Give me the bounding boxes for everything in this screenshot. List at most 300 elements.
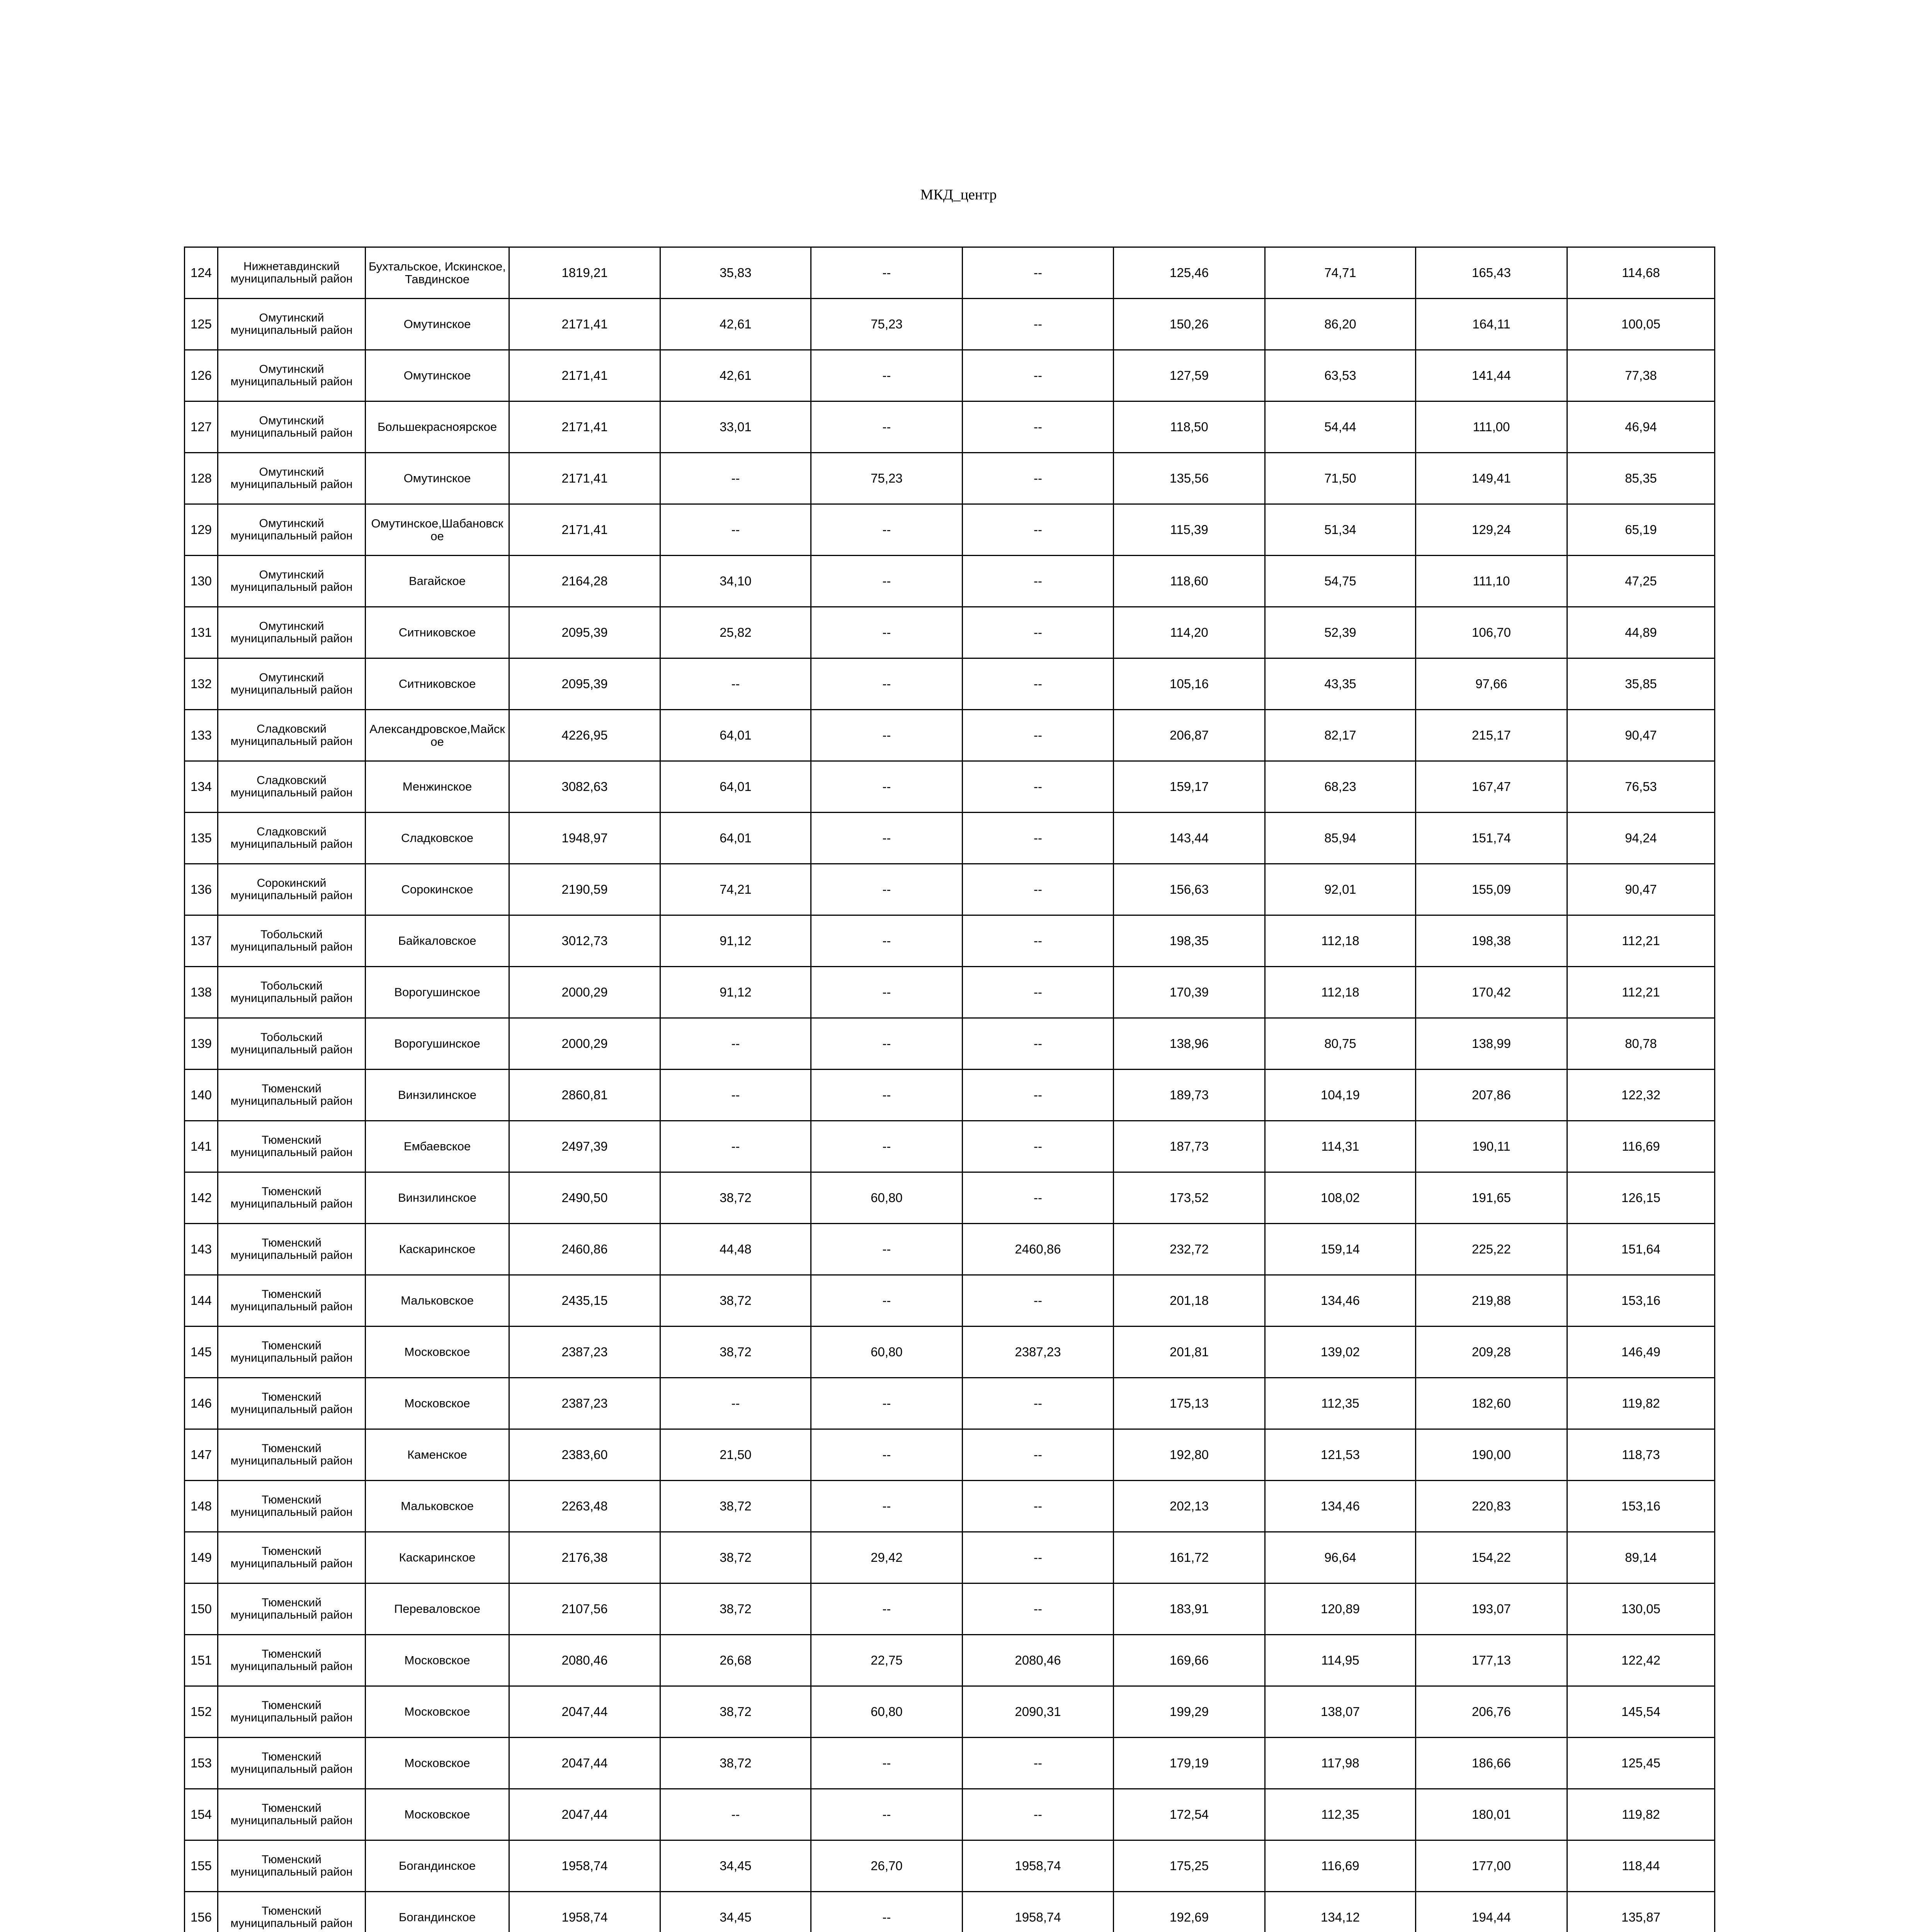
value-cell-4: -- xyxy=(963,1429,1114,1481)
value-cell-3: -- xyxy=(811,504,963,556)
district-cell: Тюменский муниципальный район xyxy=(218,1378,366,1429)
value-cell-7: 206,76 xyxy=(1416,1686,1567,1738)
value-cell-3: 75,23 xyxy=(811,453,963,504)
value-cell-5: 198,35 xyxy=(1114,915,1265,967)
value-cell-6: 114,31 xyxy=(1265,1121,1416,1172)
table-row xyxy=(185,761,1715,813)
value-cell-1: 2490,50 xyxy=(509,1172,660,1224)
value-cell-3: -- xyxy=(811,1481,963,1532)
value-cell-6: 120,89 xyxy=(1265,1583,1416,1635)
district-cell: Тюменский муниципальный район xyxy=(218,1070,366,1121)
value-cell-5: 187,73 xyxy=(1114,1121,1265,1172)
value-cell-6: 116,69 xyxy=(1265,1840,1416,1892)
value-cell-7: 141,44 xyxy=(1416,350,1567,401)
table-row xyxy=(185,1583,1715,1635)
value-cell-2: -- xyxy=(660,1378,811,1429)
value-cell-8: 90,47 xyxy=(1567,710,1715,761)
value-cell-4: 2460,86 xyxy=(963,1224,1114,1275)
page-header-title: МКД_центр xyxy=(920,187,997,203)
settlement-cell: Ворогушинское xyxy=(366,967,509,1018)
value-cell-8: 116,69 xyxy=(1567,1121,1715,1172)
value-cell-8: 89,14 xyxy=(1567,1532,1715,1583)
value-cell-2: -- xyxy=(660,1789,811,1840)
value-cell-6: 63,53 xyxy=(1265,350,1416,401)
value-cell-5: 201,81 xyxy=(1114,1327,1265,1378)
value-cell-6: 134,46 xyxy=(1265,1481,1416,1532)
value-cell-2: -- xyxy=(660,453,811,504)
value-cell-3: -- xyxy=(811,967,963,1018)
value-cell-1: 2387,23 xyxy=(509,1327,660,1378)
value-cell-8: 151,64 xyxy=(1567,1224,1715,1275)
value-cell-6: 54,44 xyxy=(1265,401,1416,453)
table-row xyxy=(185,1070,1715,1121)
value-cell-5: 206,87 xyxy=(1114,710,1265,761)
value-cell-6: 51,34 xyxy=(1265,504,1416,556)
value-cell-5: 170,39 xyxy=(1114,967,1265,1018)
table-row xyxy=(185,1840,1715,1892)
value-cell-4: 2090,31 xyxy=(963,1686,1114,1738)
value-cell-2: 44,48 xyxy=(660,1224,811,1275)
row-number-cell: 139 xyxy=(185,1018,218,1070)
value-cell-3: -- xyxy=(811,1789,963,1840)
value-cell-1: 1819,21 xyxy=(509,247,660,299)
value-cell-7: 97,66 xyxy=(1416,658,1567,710)
value-cell-7: 151,74 xyxy=(1416,813,1567,864)
value-cell-6: 112,35 xyxy=(1265,1378,1416,1429)
value-cell-1: 2080,46 xyxy=(509,1635,660,1686)
value-cell-7: 209,28 xyxy=(1416,1327,1567,1378)
district-cell: Тюменский муниципальный район xyxy=(218,1635,366,1686)
value-cell-3: -- xyxy=(811,1738,963,1789)
row-number-cell: 127 xyxy=(185,401,218,453)
settlement-cell: Сладковское xyxy=(366,813,509,864)
value-cell-7: 180,01 xyxy=(1416,1789,1567,1840)
value-cell-8: 118,44 xyxy=(1567,1840,1715,1892)
table-row xyxy=(185,1121,1715,1172)
value-cell-1: 2190,59 xyxy=(509,864,660,915)
value-cell-2: 38,72 xyxy=(660,1481,811,1532)
value-cell-5: 202,13 xyxy=(1114,1481,1265,1532)
value-cell-1: 2176,38 xyxy=(509,1532,660,1583)
value-cell-3: 75,23 xyxy=(811,299,963,350)
value-cell-4: 1958,74 xyxy=(963,1840,1114,1892)
value-cell-2: -- xyxy=(660,504,811,556)
value-cell-8: 135,87 xyxy=(1567,1892,1715,1932)
value-cell-5: 118,60 xyxy=(1114,556,1265,607)
value-cell-1: 2387,23 xyxy=(509,1378,660,1429)
table-row xyxy=(185,915,1715,967)
value-cell-4: -- xyxy=(963,1172,1114,1224)
value-cell-8: 118,73 xyxy=(1567,1429,1715,1481)
value-cell-1: 2164,28 xyxy=(509,556,660,607)
district-cell: Тюменский муниципальный район xyxy=(218,1738,366,1789)
settlement-cell: Московское xyxy=(366,1327,509,1378)
value-cell-8: 130,05 xyxy=(1567,1583,1715,1635)
value-cell-6: 96,64 xyxy=(1265,1532,1416,1583)
table-row xyxy=(185,453,1715,504)
district-cell: Тюменский муниципальный район xyxy=(218,1686,366,1738)
value-cell-2: 38,72 xyxy=(660,1686,811,1738)
value-cell-2: 26,68 xyxy=(660,1635,811,1686)
value-cell-7: 154,22 xyxy=(1416,1532,1567,1583)
value-cell-4: 1958,74 xyxy=(963,1892,1114,1932)
value-cell-4: -- xyxy=(963,915,1114,967)
value-cell-4: -- xyxy=(963,658,1114,710)
value-cell-5: 125,46 xyxy=(1114,247,1265,299)
value-cell-5: 172,54 xyxy=(1114,1789,1265,1840)
value-cell-4: -- xyxy=(963,247,1114,299)
value-cell-8: 125,45 xyxy=(1567,1738,1715,1789)
row-number-cell: 129 xyxy=(185,504,218,556)
value-cell-7: 193,07 xyxy=(1416,1583,1567,1635)
row-number-cell: 154 xyxy=(185,1789,218,1840)
settlement-cell: Менжинское xyxy=(366,761,509,813)
value-cell-5: 114,20 xyxy=(1114,607,1265,658)
value-cell-8: 85,35 xyxy=(1567,453,1715,504)
district-cell: Тобольский муниципальный район xyxy=(218,915,366,967)
settlement-cell: Бухтальское, Искинское, Тавдинское xyxy=(366,247,509,299)
value-cell-2: 74,21 xyxy=(660,864,811,915)
settlement-cell: Мальковское xyxy=(366,1481,509,1532)
value-cell-5: 232,72 xyxy=(1114,1224,1265,1275)
value-cell-2: 25,82 xyxy=(660,607,811,658)
value-cell-1: 2171,41 xyxy=(509,453,660,504)
value-cell-2: 42,61 xyxy=(660,299,811,350)
value-cell-4: -- xyxy=(963,556,1114,607)
value-cell-7: 186,66 xyxy=(1416,1738,1567,1789)
district-cell: Сорокинский муниципальный район xyxy=(218,864,366,915)
district-cell: Тюменский муниципальный район xyxy=(218,1892,366,1932)
value-cell-2: 91,12 xyxy=(660,967,811,1018)
row-number-cell: 150 xyxy=(185,1583,218,1635)
district-cell: Тобольский муниципальный район xyxy=(218,1018,366,1070)
value-cell-3: -- xyxy=(811,710,963,761)
value-cell-8: 146,49 xyxy=(1567,1327,1715,1378)
value-cell-6: 74,71 xyxy=(1265,247,1416,299)
value-cell-3: -- xyxy=(811,401,963,453)
value-cell-6: 80,75 xyxy=(1265,1018,1416,1070)
value-cell-8: 119,82 xyxy=(1567,1378,1715,1429)
value-cell-3: -- xyxy=(811,1070,963,1121)
value-cell-7: 177,00 xyxy=(1416,1840,1567,1892)
settlement-cell: Каскаринское xyxy=(366,1224,509,1275)
value-cell-7: 190,11 xyxy=(1416,1121,1567,1172)
value-cell-4: -- xyxy=(963,1378,1114,1429)
value-cell-4: -- xyxy=(963,607,1114,658)
settlement-cell: Омутинское xyxy=(366,453,509,504)
value-cell-8: 153,16 xyxy=(1567,1275,1715,1327)
value-cell-8: 90,47 xyxy=(1567,864,1715,915)
settlement-cell: Московское xyxy=(366,1686,509,1738)
value-cell-5: 189,73 xyxy=(1114,1070,1265,1121)
value-cell-8: 119,82 xyxy=(1567,1789,1715,1840)
value-cell-3: -- xyxy=(811,1378,963,1429)
value-cell-6: 54,75 xyxy=(1265,556,1416,607)
value-cell-1: 2497,39 xyxy=(509,1121,660,1172)
settlement-cell: Московское xyxy=(366,1635,509,1686)
value-cell-3: 22,75 xyxy=(811,1635,963,1686)
value-cell-7: 219,88 xyxy=(1416,1275,1567,1327)
data-table xyxy=(184,247,1715,1932)
value-cell-7: 225,22 xyxy=(1416,1224,1567,1275)
table-row xyxy=(185,401,1715,453)
table-row xyxy=(185,1738,1715,1789)
value-cell-1: 2047,44 xyxy=(509,1738,660,1789)
value-cell-4: -- xyxy=(963,1070,1114,1121)
value-cell-4: -- xyxy=(963,967,1114,1018)
value-cell-1: 2263,48 xyxy=(509,1481,660,1532)
value-cell-8: 46,94 xyxy=(1567,401,1715,453)
value-cell-2: -- xyxy=(660,1018,811,1070)
value-cell-1: 2860,81 xyxy=(509,1070,660,1121)
value-cell-1: 2171,41 xyxy=(509,401,660,453)
row-number-cell: 146 xyxy=(185,1378,218,1429)
value-cell-1: 2047,44 xyxy=(509,1789,660,1840)
row-number-cell: 125 xyxy=(185,299,218,350)
value-cell-7: 215,17 xyxy=(1416,710,1567,761)
row-number-cell: 124 xyxy=(185,247,218,299)
value-cell-3: -- xyxy=(811,556,963,607)
district-cell: Тюменский муниципальный район xyxy=(218,1583,366,1635)
value-cell-3: -- xyxy=(811,1275,963,1327)
value-cell-7: 198,38 xyxy=(1416,915,1567,967)
value-cell-5: 173,52 xyxy=(1114,1172,1265,1224)
value-cell-4: -- xyxy=(963,813,1114,864)
table-row xyxy=(185,607,1715,658)
district-cell: Нижнетавдинский муниципальный район xyxy=(218,247,366,299)
row-number-cell: 148 xyxy=(185,1481,218,1532)
value-cell-5: 175,25 xyxy=(1114,1840,1265,1892)
value-cell-6: 121,53 xyxy=(1265,1429,1416,1481)
row-number-cell: 149 xyxy=(185,1532,218,1583)
value-cell-7: 207,86 xyxy=(1416,1070,1567,1121)
row-number-cell: 151 xyxy=(185,1635,218,1686)
value-cell-4: -- xyxy=(963,453,1114,504)
value-cell-5: 175,13 xyxy=(1114,1378,1265,1429)
settlement-cell: Винзилинское xyxy=(366,1172,509,1224)
value-cell-8: 35,85 xyxy=(1567,658,1715,710)
table-row xyxy=(185,504,1715,556)
district-cell: Сладковский муниципальный район xyxy=(218,761,366,813)
value-cell-8: 47,25 xyxy=(1567,556,1715,607)
value-cell-7: 111,00 xyxy=(1416,401,1567,453)
settlement-cell: Переваловское xyxy=(366,1583,509,1635)
value-cell-5: 161,72 xyxy=(1114,1532,1265,1583)
value-cell-2: 34,45 xyxy=(660,1892,811,1932)
value-cell-1: 3012,73 xyxy=(509,915,660,967)
value-cell-5: 201,18 xyxy=(1114,1275,1265,1327)
table-row xyxy=(185,1327,1715,1378)
value-cell-6: 138,07 xyxy=(1265,1686,1416,1738)
value-cell-3: 60,80 xyxy=(811,1172,963,1224)
settlement-cell: Московское xyxy=(366,1738,509,1789)
value-cell-5: 118,50 xyxy=(1114,401,1265,453)
value-cell-1: 2095,39 xyxy=(509,607,660,658)
table-row xyxy=(185,864,1715,915)
value-cell-5: 199,29 xyxy=(1114,1686,1265,1738)
district-cell: Омутинский муниципальный район xyxy=(218,350,366,401)
value-cell-7: 111,10 xyxy=(1416,556,1567,607)
settlement-cell: Ембаевское xyxy=(366,1121,509,1172)
value-cell-3: -- xyxy=(811,607,963,658)
value-cell-6: 52,39 xyxy=(1265,607,1416,658)
value-cell-7: 167,47 xyxy=(1416,761,1567,813)
settlement-cell: Каменское xyxy=(366,1429,509,1481)
table-row xyxy=(185,1429,1715,1481)
value-cell-2: 34,10 xyxy=(660,556,811,607)
value-cell-3: -- xyxy=(811,915,963,967)
value-cell-1: 1948,97 xyxy=(509,813,660,864)
value-cell-8: 65,19 xyxy=(1567,504,1715,556)
value-cell-5: 183,91 xyxy=(1114,1583,1265,1635)
value-cell-5: 179,19 xyxy=(1114,1738,1265,1789)
value-cell-3: -- xyxy=(811,1121,963,1172)
row-number-cell: 130 xyxy=(185,556,218,607)
value-cell-4: -- xyxy=(963,1583,1114,1635)
value-cell-4: 2387,23 xyxy=(963,1327,1114,1378)
value-cell-4: -- xyxy=(963,1789,1114,1840)
value-cell-6: 86,20 xyxy=(1265,299,1416,350)
value-cell-6: 82,17 xyxy=(1265,710,1416,761)
value-cell-7: 165,43 xyxy=(1416,247,1567,299)
value-cell-6: 92,01 xyxy=(1265,864,1416,915)
value-cell-6: 139,02 xyxy=(1265,1327,1416,1378)
table-row xyxy=(185,1172,1715,1224)
table-row xyxy=(185,1378,1715,1429)
value-cell-1: 2000,29 xyxy=(509,1018,660,1070)
value-cell-2: 42,61 xyxy=(660,350,811,401)
value-cell-8: 112,21 xyxy=(1567,967,1715,1018)
value-cell-2: 33,01 xyxy=(660,401,811,453)
row-number-cell: 141 xyxy=(185,1121,218,1172)
value-cell-5: 156,63 xyxy=(1114,864,1265,915)
value-cell-4: -- xyxy=(963,299,1114,350)
value-cell-8: 100,05 xyxy=(1567,299,1715,350)
table-row xyxy=(185,247,1715,299)
value-cell-6: 68,23 xyxy=(1265,761,1416,813)
row-number-cell: 155 xyxy=(185,1840,218,1892)
table-row xyxy=(185,1224,1715,1275)
value-cell-6: 159,14 xyxy=(1265,1224,1416,1275)
value-cell-6: 117,98 xyxy=(1265,1738,1416,1789)
value-cell-3: -- xyxy=(811,864,963,915)
value-cell-7: 155,09 xyxy=(1416,864,1567,915)
value-cell-7: 129,24 xyxy=(1416,504,1567,556)
value-cell-1: 2171,41 xyxy=(509,350,660,401)
row-number-cell: 147 xyxy=(185,1429,218,1481)
table-row xyxy=(185,658,1715,710)
district-cell: Тюменский муниципальный район xyxy=(218,1327,366,1378)
value-cell-6: 112,18 xyxy=(1265,915,1416,967)
value-cell-2: 38,72 xyxy=(660,1583,811,1635)
district-cell: Сладковский муниципальный район xyxy=(218,710,366,761)
value-cell-6: 43,35 xyxy=(1265,658,1416,710)
value-cell-4: -- xyxy=(963,1018,1114,1070)
value-cell-6: 104,19 xyxy=(1265,1070,1416,1121)
value-cell-2: 38,72 xyxy=(660,1275,811,1327)
table-row xyxy=(185,299,1715,350)
value-cell-8: 122,32 xyxy=(1567,1070,1715,1121)
value-cell-1: 2435,15 xyxy=(509,1275,660,1327)
row-number-cell: 133 xyxy=(185,710,218,761)
district-cell: Тюменский муниципальный район xyxy=(218,1121,366,1172)
settlement-cell: Ворогушинское xyxy=(366,1018,509,1070)
district-cell: Тюменский муниципальный район xyxy=(218,1275,366,1327)
table-row xyxy=(185,1275,1715,1327)
district-cell: Омутинский муниципальный район xyxy=(218,504,366,556)
value-cell-7: 220,83 xyxy=(1416,1481,1567,1532)
table-row xyxy=(185,1686,1715,1738)
settlement-cell: Александровское,Майское xyxy=(366,710,509,761)
value-cell-1: 2171,41 xyxy=(509,299,660,350)
district-cell: Омутинский муниципальный район xyxy=(218,607,366,658)
row-number-cell: 145 xyxy=(185,1327,218,1378)
value-cell-1: 3082,63 xyxy=(509,761,660,813)
value-cell-2: 38,72 xyxy=(660,1172,811,1224)
value-cell-1: 2047,44 xyxy=(509,1686,660,1738)
value-cell-6: 85,94 xyxy=(1265,813,1416,864)
value-cell-7: 190,00 xyxy=(1416,1429,1567,1481)
row-number-cell: 143 xyxy=(185,1224,218,1275)
value-cell-5: 105,16 xyxy=(1114,658,1265,710)
table-row xyxy=(185,1635,1715,1686)
table-row xyxy=(185,813,1715,864)
value-cell-3: 60,80 xyxy=(811,1686,963,1738)
district-cell: Тюменский муниципальный район xyxy=(218,1840,366,1892)
value-cell-5: 127,59 xyxy=(1114,350,1265,401)
value-cell-7: 177,13 xyxy=(1416,1635,1567,1686)
row-number-cell: 144 xyxy=(185,1275,218,1327)
value-cell-4: -- xyxy=(963,1532,1114,1583)
row-number-cell: 126 xyxy=(185,350,218,401)
settlement-cell: Большекрасноярское xyxy=(366,401,509,453)
value-cell-2: -- xyxy=(660,1121,811,1172)
settlement-cell: Мальковское xyxy=(366,1275,509,1327)
value-cell-3: -- xyxy=(811,247,963,299)
settlement-cell: Каскаринское xyxy=(366,1532,509,1583)
settlement-cell: Байкаловское xyxy=(366,915,509,967)
value-cell-3: -- xyxy=(811,813,963,864)
value-cell-3: -- xyxy=(811,1018,963,1070)
value-cell-8: 126,15 xyxy=(1567,1172,1715,1224)
row-number-cell: 142 xyxy=(185,1172,218,1224)
value-cell-8: 44,89 xyxy=(1567,607,1715,658)
settlement-cell: Винзилинское xyxy=(366,1070,509,1121)
district-cell: Тюменский муниципальный район xyxy=(218,1172,366,1224)
table-row xyxy=(185,710,1715,761)
settlement-cell: Омутинское xyxy=(366,299,509,350)
settlement-cell: Ситниковское xyxy=(366,607,509,658)
value-cell-3: 29,42 xyxy=(811,1532,963,1583)
row-number-cell: 136 xyxy=(185,864,218,915)
value-cell-3: -- xyxy=(811,1583,963,1635)
value-cell-3: -- xyxy=(811,350,963,401)
settlement-cell: Богандинское xyxy=(366,1892,509,1932)
settlement-cell: Омутинское,Шабановское xyxy=(366,504,509,556)
district-cell: Тюменский муниципальный район xyxy=(218,1429,366,1481)
table-row xyxy=(185,1892,1715,1932)
value-cell-2: 91,12 xyxy=(660,915,811,967)
value-cell-8: 112,21 xyxy=(1567,915,1715,967)
value-cell-3: -- xyxy=(811,1892,963,1932)
table-row xyxy=(185,1789,1715,1840)
district-cell: Сладковский муниципальный район xyxy=(218,813,366,864)
value-cell-3: -- xyxy=(811,761,963,813)
value-cell-2: -- xyxy=(660,658,811,710)
table-row xyxy=(185,1018,1715,1070)
value-cell-1: 2095,39 xyxy=(509,658,660,710)
value-cell-6: 134,46 xyxy=(1265,1275,1416,1327)
